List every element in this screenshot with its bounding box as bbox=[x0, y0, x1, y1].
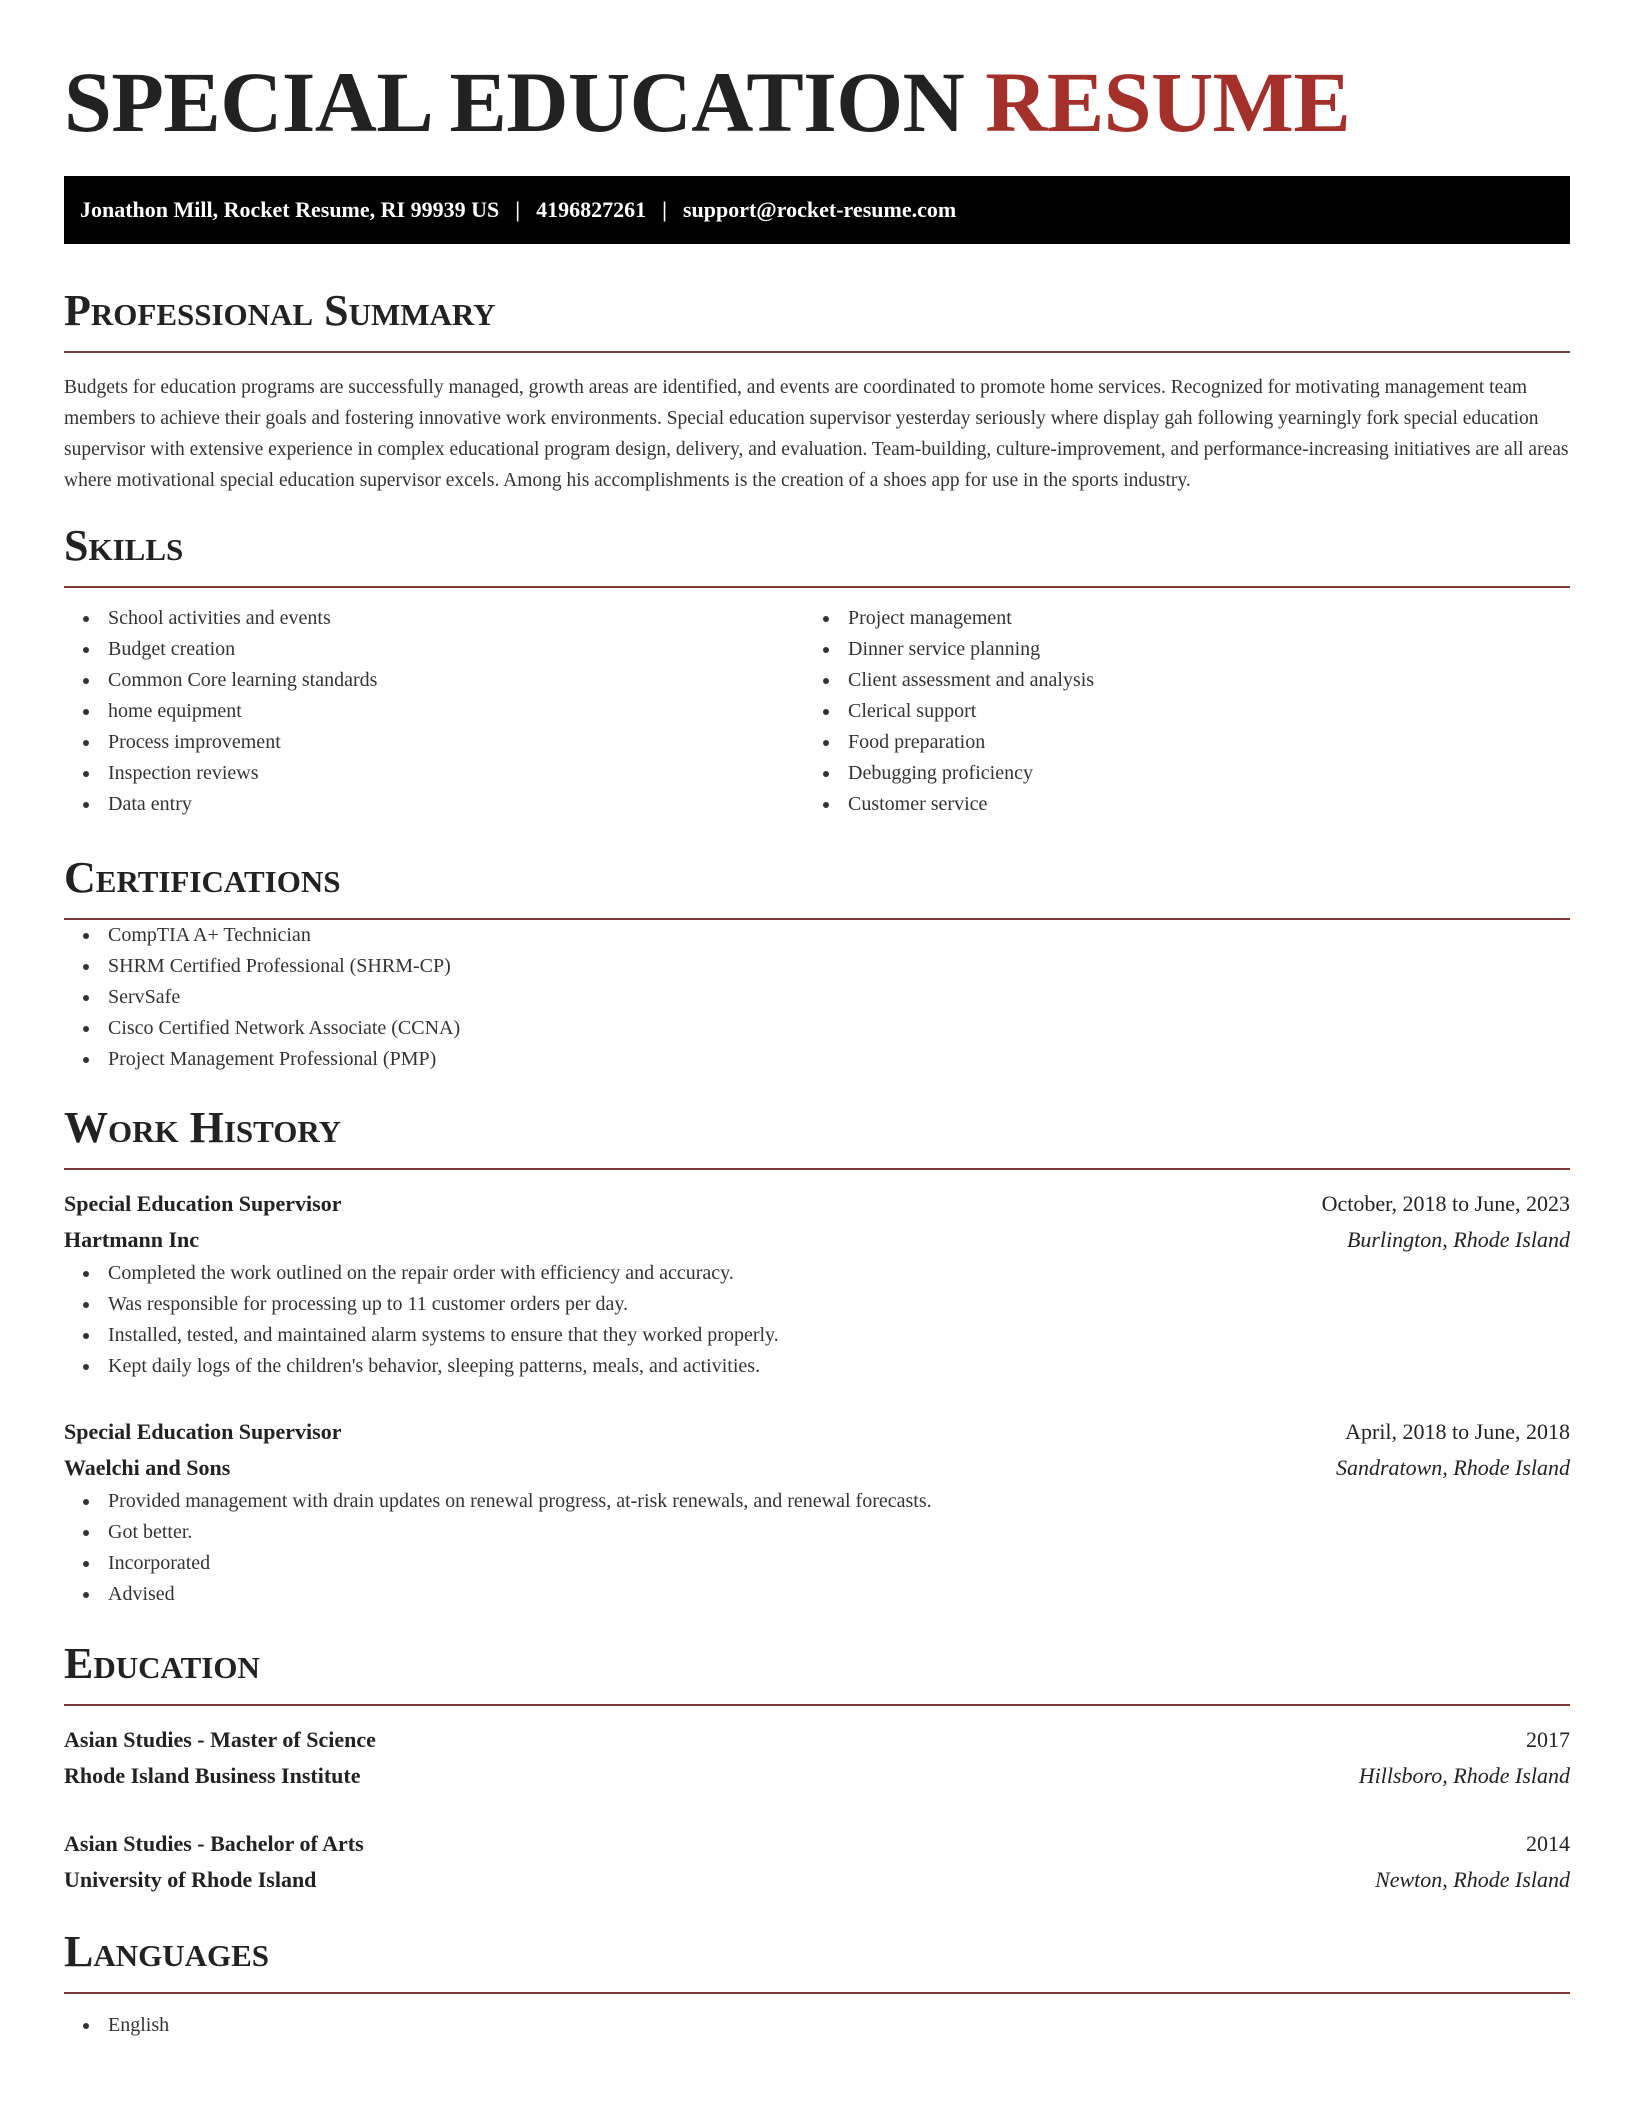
job-duty-item: Was responsible for processing up to 11 customer orders per day. bbox=[64, 1289, 1570, 1320]
job-title: Special Education Supervisor bbox=[64, 1419, 342, 1444]
skill-item: Clerical support bbox=[804, 696, 1544, 727]
section-divider bbox=[64, 1704, 1570, 1706]
title-main: SPECIAL EDUCATION bbox=[64, 54, 965, 150]
skill-item: Customer service bbox=[804, 789, 1544, 820]
work-section bbox=[64, 1104, 1570, 1610]
languages-list bbox=[64, 2010, 1570, 2041]
degree-name: Asian Studies - Bachelor of Arts bbox=[64, 1831, 364, 1856]
skill-item: Debugging proficiency bbox=[804, 758, 1544, 789]
section-title-education: Education bbox=[64, 1639, 260, 1688]
contact-email: support@rocket-resume.com bbox=[682, 197, 957, 222]
resume-title bbox=[64, 0, 1570, 168]
skill-item: Food preparation bbox=[804, 727, 1544, 758]
skill-item: Process improvement bbox=[64, 727, 804, 758]
job-duty-item: Advised bbox=[64, 1579, 1570, 1610]
education-entry bbox=[64, 1826, 1570, 1898]
skill-item: Data entry bbox=[64, 789, 804, 820]
job-duty-item: Completed the work outlined on the repair order with efficiency and accuracy. bbox=[64, 1258, 1570, 1289]
certification-item: Project Management Professional (PMP) bbox=[64, 1044, 1570, 1075]
work-entry-subheader bbox=[64, 1450, 1570, 1486]
work-entry bbox=[64, 1186, 1570, 1382]
certification-item: CompTIA A+ Technician bbox=[64, 920, 1570, 951]
certification-item: ServSafe bbox=[64, 982, 1570, 1013]
skill-item: Client assessment and analysis bbox=[804, 665, 1544, 696]
education-section bbox=[64, 1640, 1570, 1898]
contact-separator: | bbox=[515, 197, 521, 222]
degree-name: Asian Studies - Master of Science bbox=[64, 1727, 376, 1752]
skill-item: Common Core learning standards bbox=[64, 665, 804, 696]
education-entry-subheader bbox=[64, 1758, 1570, 1794]
section-divider bbox=[64, 351, 1570, 353]
job-dates: October, 2018 to June, 2023 bbox=[1321, 1191, 1570, 1216]
section-divider bbox=[64, 1168, 1570, 1170]
company-name: Waelchi and Sons bbox=[64, 1455, 231, 1480]
work-entry-subheader bbox=[64, 1222, 1570, 1258]
contact-bar bbox=[64, 176, 1570, 244]
job-duties bbox=[64, 1258, 1570, 1382]
certification-item: Cisco Certified Network Associate (CCNA) bbox=[64, 1013, 1570, 1044]
certifications-list bbox=[64, 920, 1570, 1075]
school-name: Rhode Island Business Institute bbox=[64, 1763, 361, 1788]
education-entry bbox=[64, 1722, 1570, 1794]
work-entry-header bbox=[64, 1414, 1570, 1450]
skills-section bbox=[64, 522, 1570, 820]
summary-section bbox=[64, 287, 1570, 496]
job-location: Burlington, Rhode Island bbox=[1346, 1227, 1570, 1252]
section-title-certifications: Certifications bbox=[64, 853, 341, 902]
certifications-section bbox=[64, 854, 1570, 1075]
section-title-skills: Skills bbox=[64, 521, 184, 570]
skill-item: Inspection reviews bbox=[64, 758, 804, 789]
job-dates: April, 2018 to June, 2018 bbox=[1345, 1419, 1570, 1444]
resume-page bbox=[64, 0, 1570, 2041]
section-divider bbox=[64, 1992, 1570, 1994]
section-divider bbox=[64, 586, 1570, 588]
graduation-year: 2014 bbox=[1526, 1831, 1570, 1856]
skills-grid bbox=[64, 603, 1570, 820]
title-accent: RESUME bbox=[985, 54, 1351, 150]
job-location: Sandratown, Rhode Island bbox=[1335, 1455, 1570, 1480]
education-entry-header bbox=[64, 1722, 1570, 1758]
education-entry-subheader bbox=[64, 1862, 1570, 1898]
language-item: English bbox=[64, 2010, 1570, 2041]
contact-address: Jonathon Mill, Rocket Resume, RI 99939 US bbox=[80, 197, 500, 222]
job-duty-item: Kept daily logs of the children's behavior, sleeping patterns, meals, and activities. bbox=[64, 1351, 1570, 1382]
skills-column-left bbox=[64, 603, 804, 820]
school-name: University of Rhode Island bbox=[64, 1867, 317, 1892]
section-title-work: Work History bbox=[64, 1103, 342, 1152]
school-location: Hillsboro, Rhode Island bbox=[1358, 1763, 1570, 1788]
school-location: Newton, Rhode Island bbox=[1375, 1867, 1570, 1892]
education-entry-header bbox=[64, 1826, 1570, 1862]
skill-item: School activities and events bbox=[64, 603, 804, 634]
company-name: Hartmann Inc bbox=[64, 1227, 200, 1252]
section-title-summary: Professional Summary bbox=[64, 286, 496, 335]
job-duty-item: Installed, tested, and maintained alarm systems to ensure that they worked properly. bbox=[64, 1320, 1570, 1351]
skill-item: Budget creation bbox=[64, 634, 804, 665]
job-duty-item: Provided management with drain updates on renewal progress, at-risk renewals, and renewal forecasts. bbox=[64, 1486, 1570, 1517]
languages-section bbox=[64, 1928, 1570, 2041]
contact-phone: 4196827261 bbox=[536, 197, 647, 222]
summary-text: Budgets for education programs are successfully managed, growth areas are identified, and events are coordinated to promote home services. Recognized for motivating management team members to achieve their goals and fostering innovative work environments. Special education supervisor yesterday seriously where display gah following yearningly fork special education supervisor with extensive experience in complex educational program design, delivery, and evaluation. Team-building, culture-improvement, and performance-increasing initiatives are all areas where motivational special education supervisor excels. Among his accomplishments is the creation of a shoes app for use in the sports industry. bbox=[64, 377, 1569, 491]
graduation-year: 2017 bbox=[1526, 1727, 1570, 1752]
certification-item: SHRM Certified Professional (SHRM-CP) bbox=[64, 951, 1570, 982]
job-duty-item: Incorporated bbox=[64, 1548, 1570, 1579]
job-duty-item: Got better. bbox=[64, 1517, 1570, 1548]
work-entry-header bbox=[64, 1186, 1570, 1222]
section-title-languages: Languages bbox=[64, 1927, 270, 1976]
job-title: Special Education Supervisor bbox=[64, 1191, 342, 1216]
skill-item: Dinner service planning bbox=[804, 634, 1544, 665]
skills-column-right bbox=[804, 603, 1544, 820]
work-entry bbox=[64, 1414, 1570, 1610]
contact-separator: | bbox=[662, 197, 667, 222]
job-duties bbox=[64, 1486, 1570, 1610]
skill-item: home equipment bbox=[64, 696, 804, 727]
skill-item: Project management bbox=[804, 603, 1544, 634]
